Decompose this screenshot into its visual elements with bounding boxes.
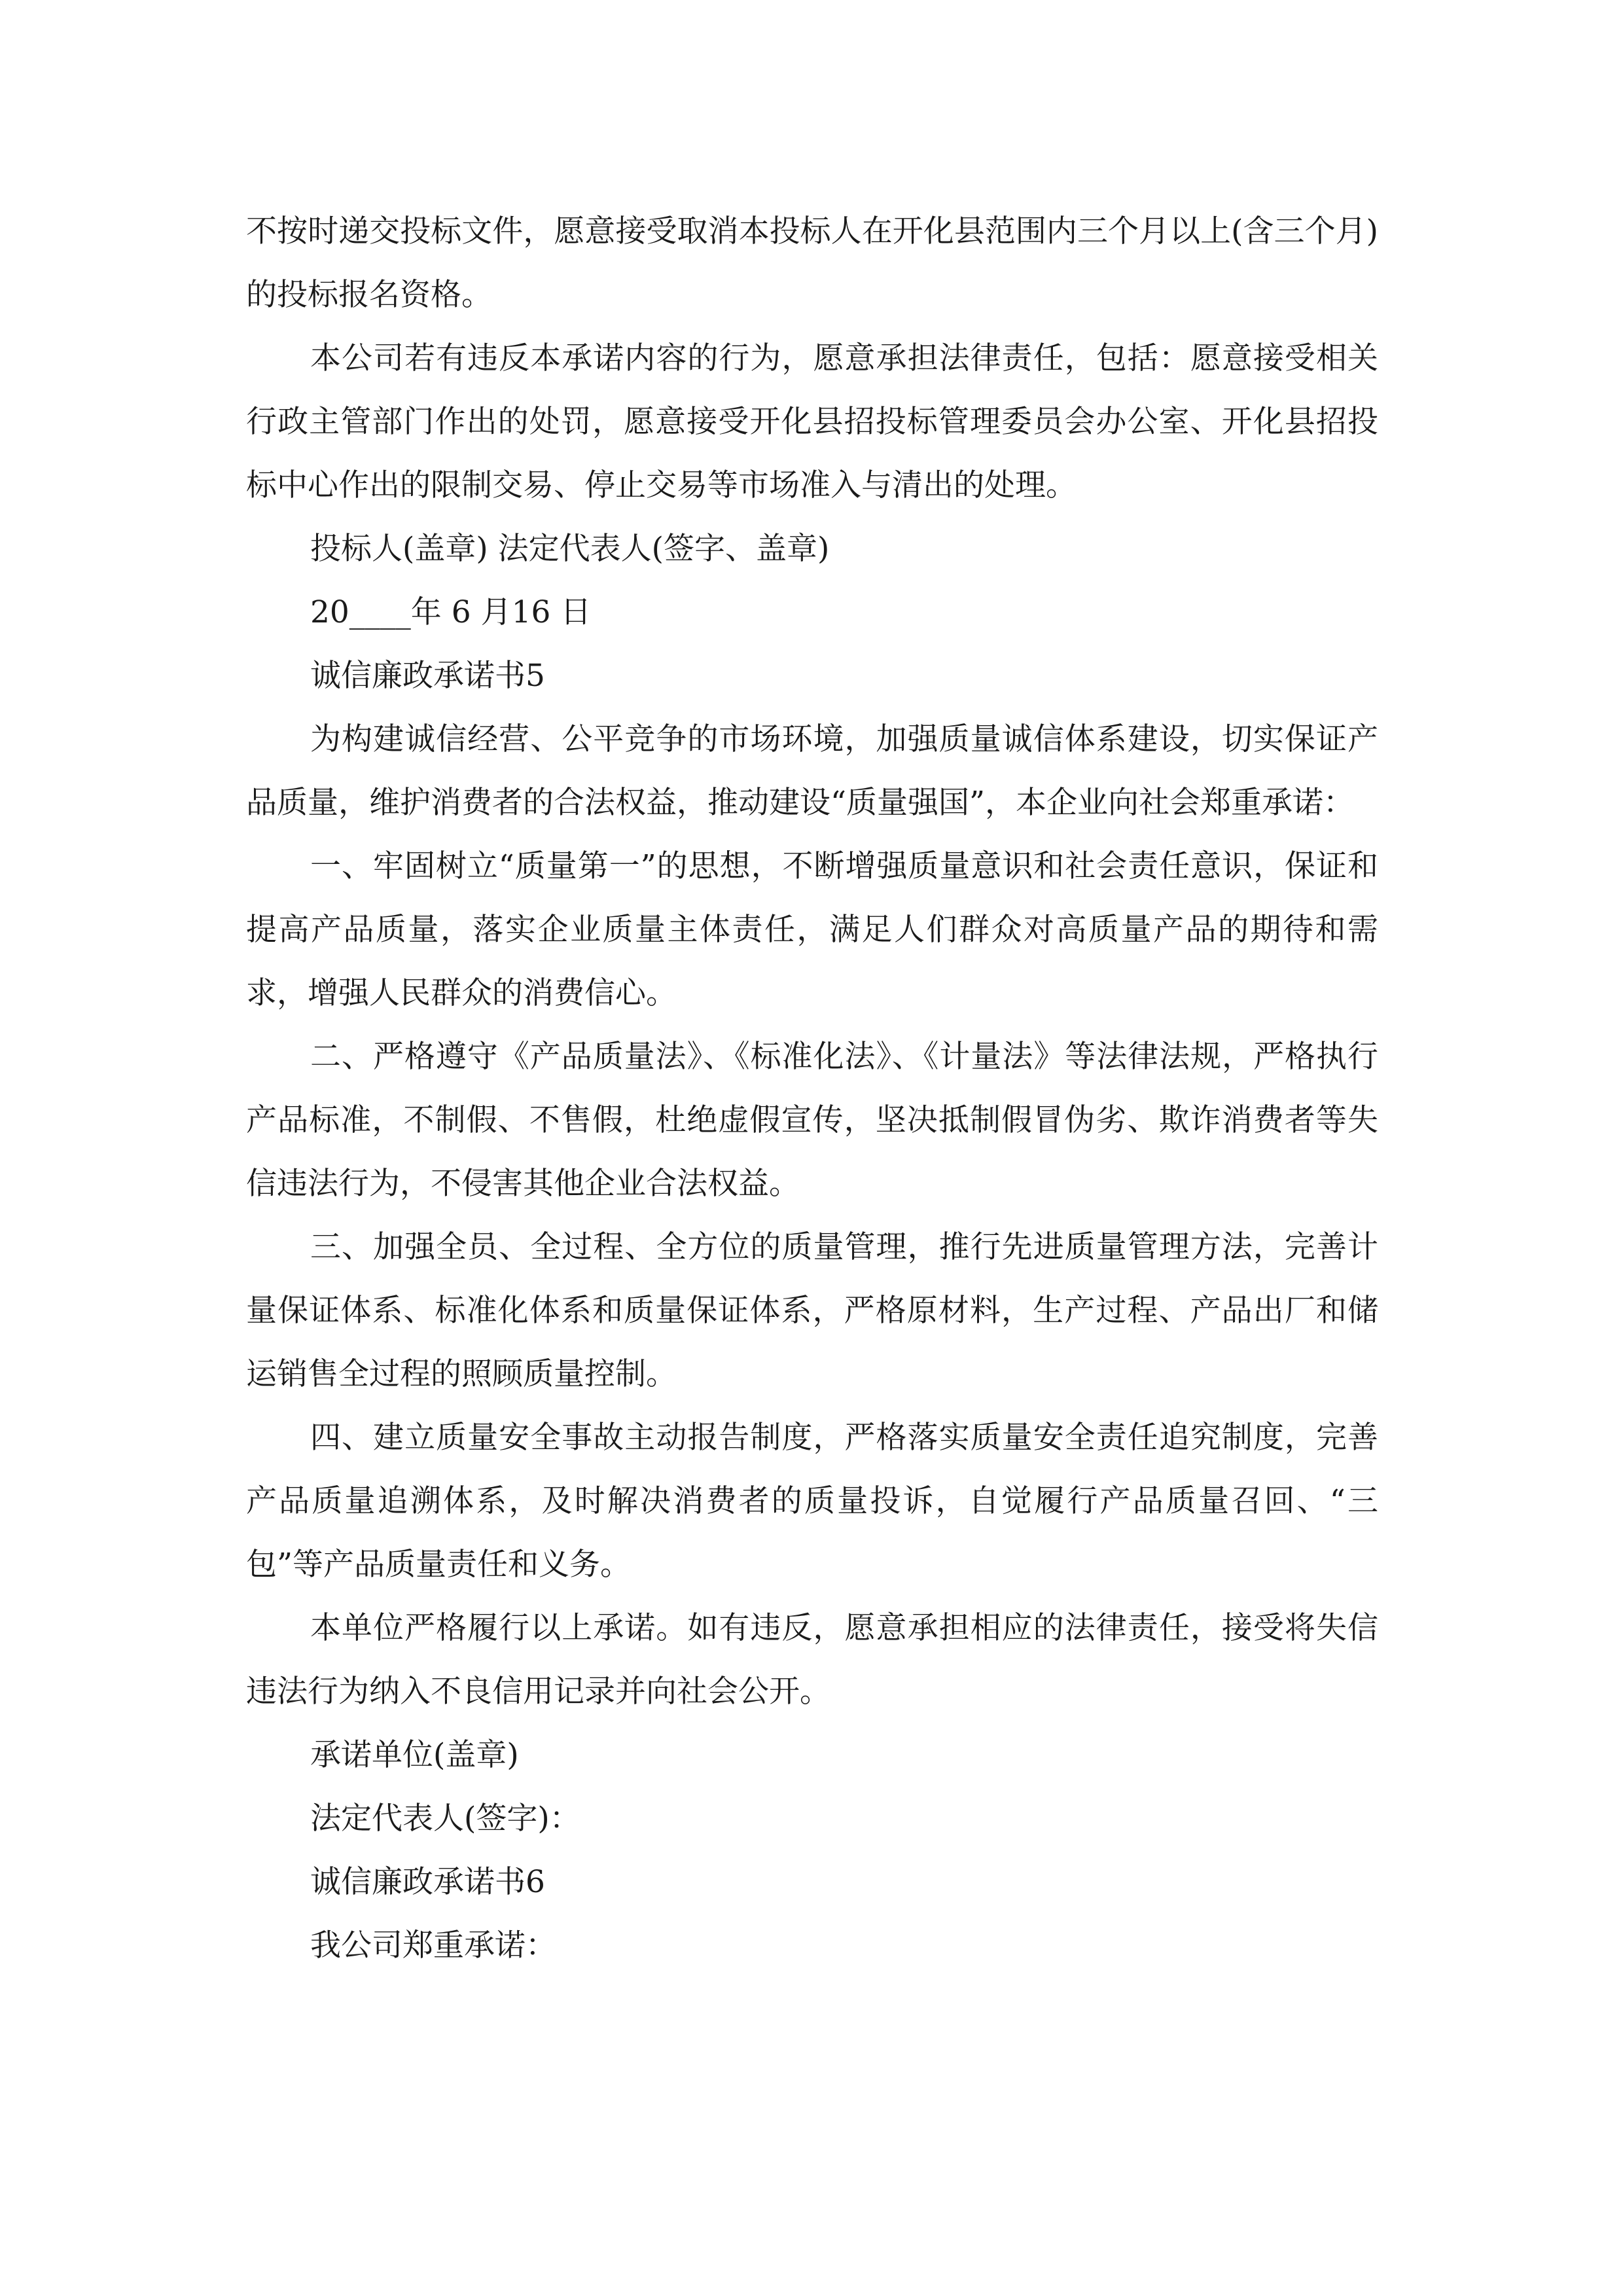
paragraph: 二、严格遵守《产品质量法》、《标准化法》、《计量法》等法律法规，严格执行产品标准，不制假、不售假，杜绝虚假宣传，坚决抵制假冒伪劣、欺诈消费者等失信违法行为，不侵害其他企业合法权益。 (246, 1039, 1378, 1202)
paragraph: 本单位严格履行以上承诺。如有违反，愿意承担相应的法律责任，接受将失信违法行为纳入不良信用记录并向社会公开。 (246, 1610, 1378, 1710)
paragraph: 我公司郑重承诺： (310, 1928, 556, 1964)
section-heading: 诚信廉政承诺书6 (310, 1864, 545, 1900)
signature-line: 法定代表人(签字)： (310, 1801, 580, 1837)
signature-line: 承诺单位(盖章) (310, 1737, 519, 1773)
date-line: 20____年 6 月16 日 (310, 594, 592, 630)
signature-line: 投标人(盖章) 法定代表人(签字、盖章) (310, 531, 830, 567)
paragraph: 为构建诚信经营、公平竞争的市场环境，加强质量诚信体系建设，切实保证产品质量，维护消费者的合法权益，推动建设“质量强国”，本企业向社会郑重承诺： (246, 721, 1378, 821)
paragraph: 本公司若有违反本承诺内容的行为，愿意承担法律责任，包括：愿意接受相关行政主管部门作出的处罚，愿意接受开化县招投标管理委员会办公室、开化县招投标中心作出的限制交易、停止交易等市场准入与清出的处理。 (246, 340, 1378, 503)
paragraph: 一、牢固树立“质量第一”的思想，不断增强质量意识和社会责任意识，保证和提高产品质量，落实企业质量主体责任，满足人们群众对高质量产品的期待和需求，增强人民群众的消费信心。 (246, 848, 1378, 1011)
paragraph: 三、加强全员、全过程、全方位的质量管理，推行先进质量管理方法，完善计量保证体系、标准化体系和质量保证体系，严格原材料，生产过程、产品出厂和储运销售全过程的照顾质量控制。 (246, 1229, 1378, 1392)
paragraph: 不按时递交投标文件，愿意接受取消本投标人在开化县范围内三个月以上(含三个月)的投标报名资格。 (246, 213, 1378, 313)
paragraph: 四、建立质量安全事故主动报告制度，严格落实质量安全责任追究制度，完善产品质量追溯体系，及时解决消费者的质量投诉，自觉履行产品质量召回、“三包”等产品质量责任和义务。 (246, 1420, 1378, 1583)
section-heading: 诚信廉政承诺书5 (310, 658, 545, 694)
document-body (246, 200, 1378, 1977)
